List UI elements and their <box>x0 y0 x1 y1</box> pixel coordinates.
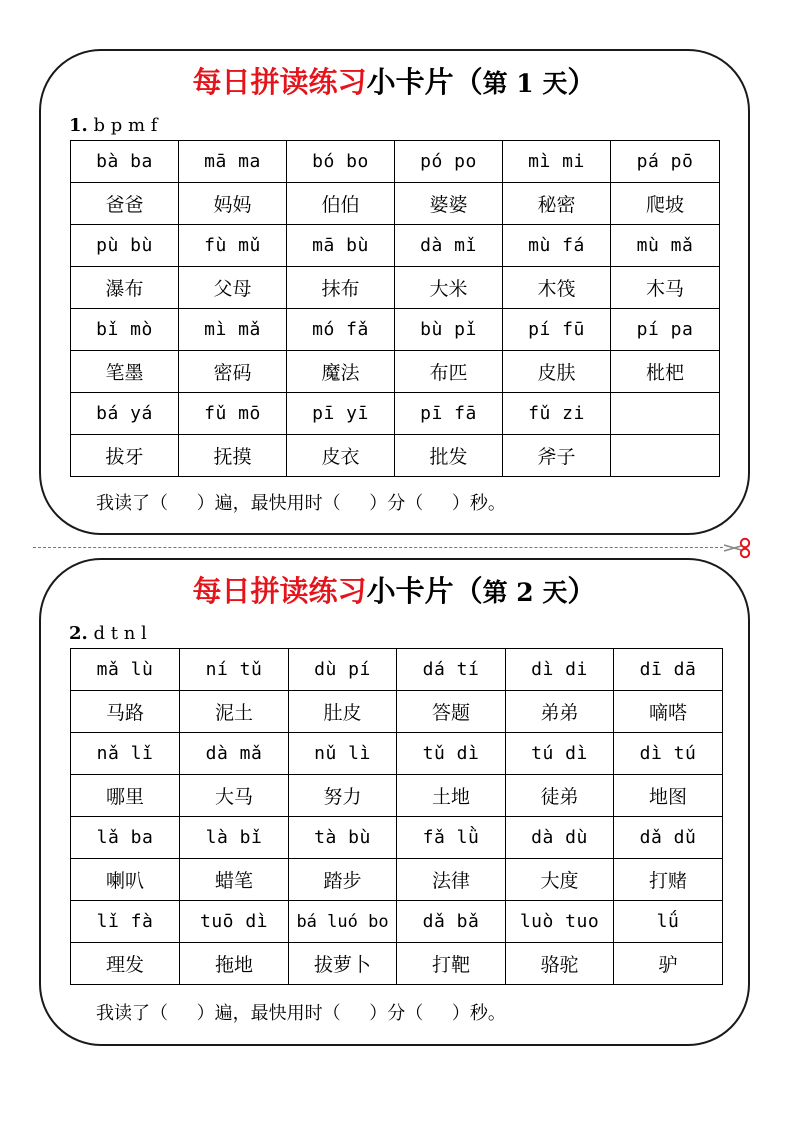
hanzi-cell: 答题 <box>397 691 506 733</box>
section-number: 1. <box>69 115 88 136</box>
hanzi-cell: 枇杷 <box>611 351 720 393</box>
title-black-part: 小卡片（ <box>366 65 483 99</box>
hanzi-cell: 爬坡 <box>611 183 720 225</box>
pinyin-row <box>71 225 720 267</box>
title-close-paren: ） <box>567 65 597 99</box>
pinyin-cell: mù fá <box>503 225 611 267</box>
pinyin-cell: là bǐ <box>180 817 289 859</box>
pinyin-cell: dà mǐ <box>395 225 503 267</box>
hanzi-cell: 皮肤 <box>503 351 611 393</box>
hanzi-cell: 拖地 <box>180 943 289 985</box>
pinyin-cell: bǐ mò <box>71 309 179 351</box>
hanzi-cell: 秘密 <box>503 183 611 225</box>
hanzi-row <box>71 943 723 985</box>
hanzi-cell: 打赌 <box>614 859 723 901</box>
reading-record-line: 我读了（ ）遍，最快用时（ ）分（ ）秒。 <box>96 493 506 514</box>
hanzi-cell: 抚摸 <box>179 435 287 477</box>
pinyin-cell: bà ba <box>71 141 179 183</box>
hanzi-cell: 木马 <box>611 267 720 309</box>
hanzi-cell: 驴 <box>614 943 723 985</box>
pinyin-cell: dù pí <box>289 649 397 691</box>
hanzi-cell: 泥土 <box>180 691 289 733</box>
pinyin-cell: pī yī <box>287 393 395 435</box>
pinyin-cell: dì di <box>506 649 614 691</box>
hanzi-cell: 伯伯 <box>287 183 395 225</box>
pinyin-cell: mù mǎ <box>611 225 720 267</box>
hanzi-cell: 拔萝卜 <box>289 943 397 985</box>
hanzi-row <box>71 351 720 393</box>
hanzi-cell: 法律 <box>397 859 506 901</box>
pinyin-cell: tǔ dì <box>397 733 506 775</box>
section-letters: b p m f <box>87 115 158 136</box>
pinyin-row <box>71 309 720 351</box>
title-red-part: 每日拼读练习 <box>192 574 367 608</box>
hanzi-row <box>71 183 720 225</box>
hanzi-cell: 拔牙 <box>71 435 179 477</box>
pinyin-cell: nǎ lǐ <box>71 733 180 775</box>
pinyin-cell: tú dì <box>506 733 614 775</box>
hanzi-cell: 努力 <box>289 775 397 817</box>
pinyin-cell: dì tú <box>614 733 723 775</box>
pinyin-grid <box>70 648 723 985</box>
hanzi-cell: 婆婆 <box>395 183 503 225</box>
section-number: 2. <box>69 623 88 644</box>
pinyin-cell: ní tǔ <box>180 649 289 691</box>
title-day-prefix: 第 <box>482 578 508 607</box>
pinyin-cell: dǎ dǔ <box>614 817 723 859</box>
hanzi-cell: 大度 <box>506 859 614 901</box>
hanzi-cell-empty <box>611 435 720 477</box>
title-day-suffix: 天 <box>542 578 568 607</box>
pinyin-cell: dà dù <box>506 817 614 859</box>
hanzi-cell: 哪里 <box>71 775 180 817</box>
reading-record-line: 我读了（ ）遍，最快用时（ ）分（ ）秒。 <box>96 1003 506 1024</box>
pinyin-cell: fǔ zi <box>503 393 611 435</box>
hanzi-cell: 批发 <box>395 435 503 477</box>
hanzi-row <box>71 267 720 309</box>
title-day-number: 1 <box>507 69 543 98</box>
pinyin-cell: tà bù <box>289 817 397 859</box>
pinyin-row <box>71 393 720 435</box>
pinyin-cell: pí fū <box>503 309 611 351</box>
pinyin-row <box>71 649 723 691</box>
hanzi-cell: 妈妈 <box>179 183 287 225</box>
pinyin-row <box>71 901 723 943</box>
section-letters: d t n l <box>87 623 147 644</box>
hanzi-cell: 喇叭 <box>71 859 180 901</box>
pinyin-cell: pá pō <box>611 141 720 183</box>
card-title <box>41 574 748 610</box>
title-day-suffix: 天 <box>542 69 568 98</box>
pinyin-cell: dǎ bǎ <box>397 901 506 943</box>
hanzi-cell: 理发 <box>71 943 180 985</box>
hanzi-cell: 爸爸 <box>71 183 179 225</box>
hanzi-row <box>71 435 720 477</box>
pinyin-cell: mā bù <box>287 225 395 267</box>
pinyin-cell: lǘ <box>614 901 723 943</box>
pinyin-grid <box>70 140 720 477</box>
title-red-part: 每日拼读练习 <box>192 65 367 99</box>
hanzi-cell: 马路 <box>71 691 180 733</box>
practice-card-day-1 <box>39 49 750 535</box>
pinyin-cell: mó fǎ <box>287 309 395 351</box>
pinyin-cell: dī dā <box>614 649 723 691</box>
hanzi-cell: 嘀嗒 <box>614 691 723 733</box>
hanzi-row <box>71 775 723 817</box>
pinyin-cell: fǔ mō <box>179 393 287 435</box>
hanzi-cell: 父母 <box>179 267 287 309</box>
pinyin-cell: lǐ fà <box>71 901 180 943</box>
hanzi-cell: 密码 <box>179 351 287 393</box>
pinyin-cell: tuō dì <box>180 901 289 943</box>
hanzi-cell: 踏步 <box>289 859 397 901</box>
card-title <box>41 65 748 101</box>
hanzi-row <box>71 691 723 733</box>
title-day-prefix: 第 <box>482 69 508 98</box>
pinyin-row <box>71 733 723 775</box>
pinyin-cell: luò tuo <box>506 901 614 943</box>
pinyin-cell: bó bo <box>287 141 395 183</box>
hanzi-cell: 弟弟 <box>506 691 614 733</box>
pinyin-cell: pó po <box>395 141 503 183</box>
pinyin-row <box>71 817 723 859</box>
hanzi-cell: 打靶 <box>397 943 506 985</box>
pinyin-cell-empty <box>611 393 720 435</box>
hanzi-cell: 肚皮 <box>289 691 397 733</box>
cut-line <box>33 547 723 548</box>
pinyin-cell: bù pǐ <box>395 309 503 351</box>
pinyin-cell: lǎ ba <box>71 817 180 859</box>
pinyin-cell: nǔ lì <box>289 733 397 775</box>
practice-card-day-2 <box>39 558 750 1046</box>
hanzi-cell: 大米 <box>395 267 503 309</box>
hanzi-cell: 魔法 <box>287 351 395 393</box>
pinyin-cell: dà mǎ <box>180 733 289 775</box>
pinyin-cell: fù mǔ <box>179 225 287 267</box>
hanzi-cell: 土地 <box>397 775 506 817</box>
hanzi-cell: 徒弟 <box>506 775 614 817</box>
hanzi-cell: 木筏 <box>503 267 611 309</box>
section-heading <box>69 116 157 136</box>
title-day-number: 2 <box>507 578 543 607</box>
pinyin-cell: bá yá <box>71 393 179 435</box>
pinyin-cell: mì mi <box>503 141 611 183</box>
pinyin-cell: pī fā <box>395 393 503 435</box>
hanzi-cell: 骆驼 <box>506 943 614 985</box>
pinyin-cell: pí pa <box>611 309 720 351</box>
pinyin-cell: pù bù <box>71 225 179 267</box>
hanzi-cell: 笔墨 <box>71 351 179 393</box>
hanzi-cell: 大马 <box>180 775 289 817</box>
title-black-part: 小卡片（ <box>366 574 483 608</box>
pinyin-cell: mā ma <box>179 141 287 183</box>
hanzi-cell: 抹布 <box>287 267 395 309</box>
hanzi-cell: 瀑布 <box>71 267 179 309</box>
hanzi-cell: 斧子 <box>503 435 611 477</box>
hanzi-cell: 布匹 <box>395 351 503 393</box>
pinyin-cell: bá luó bo <box>289 901 397 943</box>
pinyin-row <box>71 141 720 183</box>
pinyin-cell: mǎ lù <box>71 649 180 691</box>
pinyin-cell: mì mǎ <box>179 309 287 351</box>
title-close-paren: ） <box>567 574 597 608</box>
pinyin-cell: dá tí <box>397 649 506 691</box>
hanzi-cell: 皮衣 <box>287 435 395 477</box>
scissors-icon <box>722 534 752 562</box>
hanzi-cell: 蜡笔 <box>180 859 289 901</box>
hanzi-cell: 地图 <box>614 775 723 817</box>
section-heading <box>69 624 147 644</box>
hanzi-row <box>71 859 723 901</box>
pinyin-cell: fǎ lǜ <box>397 817 506 859</box>
